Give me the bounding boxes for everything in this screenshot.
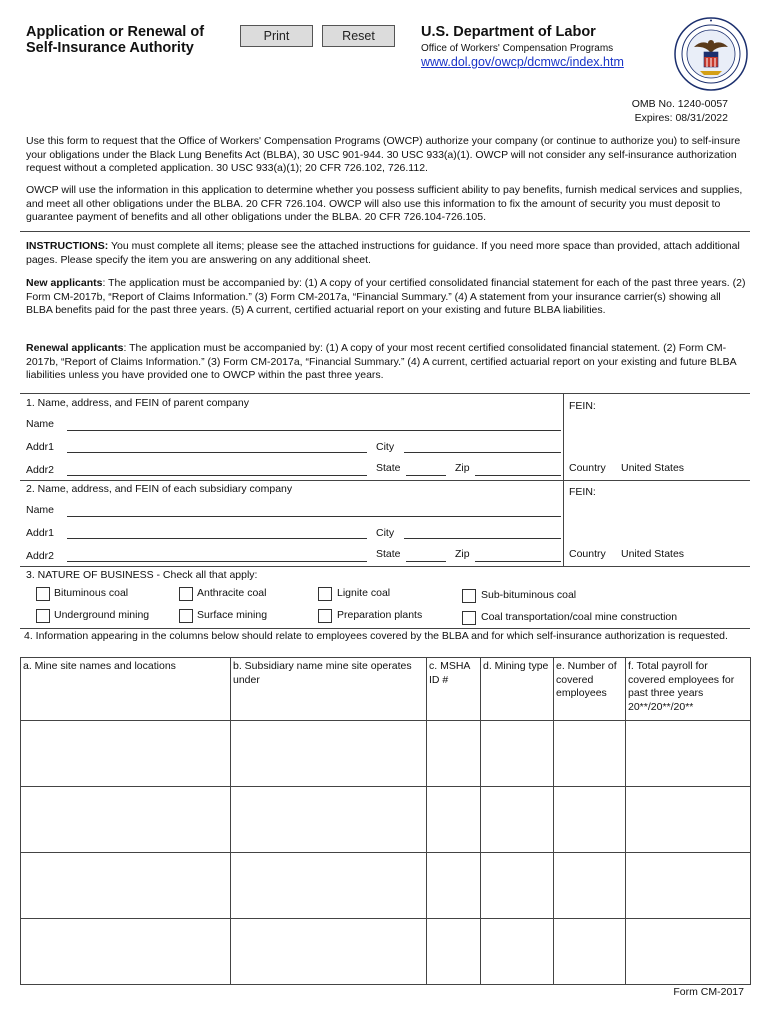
table-cell[interactable] xyxy=(231,853,427,919)
surface-mining-checkbox[interactable] xyxy=(179,609,193,623)
print-button[interactable]: Print xyxy=(240,25,313,47)
table-row xyxy=(21,853,751,919)
section1-heading: 1. Name, address, and FEIN of parent company xyxy=(26,397,249,409)
form-number: Form CM-2017 xyxy=(673,986,744,998)
section1-addr2-input[interactable] xyxy=(67,462,367,476)
section1-addr2-label: Addr2 xyxy=(26,464,55,476)
table-cell[interactable] xyxy=(554,853,626,919)
table-cell[interactable] xyxy=(231,787,427,853)
table-cell[interactable] xyxy=(21,919,231,985)
section1-city-label: City xyxy=(376,441,395,453)
new-applicants-text: : The application must be accompanied by: (1) A copy of your certified consolidated financial statement for each of the past three years. (2) Form CM-2017b, “Report of Claims Information.” (3) Form CM-2017a, “Financial Summary.” (4) A statement from your insurance carrier(s) showing all BLBA benefits paid for the past three years. (5) A current, certified actuarial report on your existing and future BLBA liabilities. xyxy=(26,277,746,317)
col-total-payroll: f. Total payroll for covered employees for past three years 20**/20**/20** xyxy=(626,658,751,721)
col-msha-id: c. MSHA ID # xyxy=(427,658,481,721)
renewal-applicants-paragraph xyxy=(26,342,746,383)
sub-bituminous-coal-checkbox[interactable] xyxy=(462,589,476,603)
section2-addr2-label: Addr2 xyxy=(26,550,55,562)
reset-button[interactable]: Reset xyxy=(322,25,395,47)
section1-state-input[interactable] xyxy=(406,462,446,476)
section4-top-border xyxy=(20,628,750,629)
section4-heading: 4. Information appearing in the columns below should relate to employees covered by the BLBA and for which self-insurance authorization is requested. xyxy=(24,630,728,642)
table-cell[interactable] xyxy=(626,919,751,985)
preparation-plants-checkbox[interactable] xyxy=(318,609,332,623)
divider xyxy=(20,231,750,232)
table-cell[interactable] xyxy=(427,919,481,985)
table-cell[interactable] xyxy=(554,787,626,853)
website-link[interactable]: www.dol.gov/owcp/dcmwc/index.htm xyxy=(421,55,624,69)
table-cell[interactable] xyxy=(481,787,554,853)
table-cell[interactable] xyxy=(481,919,554,985)
table-cell[interactable] xyxy=(626,787,751,853)
instructions-text: You must complete all items; please see the attached instructions for guidance. If you need more space than provided, attach additional pages. Please specify the item you are answering on any additional sheet. xyxy=(26,240,740,266)
lignite-coal-checkbox[interactable] xyxy=(318,587,332,601)
section1-country-value[interactable]: United States xyxy=(621,462,685,474)
section2-state-input[interactable] xyxy=(406,548,446,562)
section3-top-border xyxy=(20,566,750,567)
bituminous-coal-checkbox[interactable] xyxy=(36,587,50,601)
section2-city-label: City xyxy=(376,527,395,539)
instructions-paragraph xyxy=(26,240,746,267)
section1-fein-label: FEIN: xyxy=(569,400,596,412)
anthracite-coal-checkbox[interactable] xyxy=(179,587,193,601)
section2-addr1-label: Addr1 xyxy=(26,527,55,539)
table-cell[interactable] xyxy=(626,721,751,787)
intro-paragraph-2: OWCP will use the information in this application to determine whether you possess sufficient ability to pay benefits, furnish medical services and supplies, and meet all other obligations under the BLBA. 20 CFR 726.104. OWCP will also use this information to fix the amount of security you must deposit to guarantee payment of benefits and all other obligations under the BLBA. 20 CFR 726.104-726.105. xyxy=(26,184,743,224)
col-mine-site: a. Mine site names and locations xyxy=(21,658,231,721)
table-row xyxy=(21,919,751,985)
instructions-label: INSTRUCTIONS: xyxy=(26,240,109,252)
section1-fein-divider xyxy=(563,393,564,480)
table-cell[interactable] xyxy=(231,721,427,787)
section2-fein-divider xyxy=(563,480,564,567)
lignite-coal-label: Lignite coal xyxy=(337,587,391,599)
table-header-row xyxy=(21,658,751,721)
section1-city-input[interactable] xyxy=(404,439,561,453)
table-cell[interactable] xyxy=(626,853,751,919)
mine-site-table xyxy=(20,657,751,985)
table-cell[interactable] xyxy=(481,853,554,919)
underground-mining-label: Underground mining xyxy=(54,609,150,621)
preparation-plants-label: Preparation plants xyxy=(337,609,423,621)
bituminous-coal-label: Bituminous coal xyxy=(54,587,129,599)
section3-heading: 3. NATURE OF BUSINESS - Check all that apply: xyxy=(26,569,258,581)
section2-heading: 2. Name, address, and FEIN of each subsidiary company xyxy=(26,483,293,495)
section2-city-input[interactable] xyxy=(404,525,561,539)
section2-name-label: Name xyxy=(26,504,55,516)
form-title-line1: Application or Renewal of xyxy=(26,24,205,40)
coal-transportation-checkbox[interactable] xyxy=(462,611,476,625)
section2-zip-input[interactable] xyxy=(475,548,561,562)
table-cell[interactable] xyxy=(21,853,231,919)
table-cell[interactable] xyxy=(554,721,626,787)
omb-expires: Expires: 08/31/2022 xyxy=(634,112,728,124)
table-cell[interactable] xyxy=(427,787,481,853)
section1-country-label: Country xyxy=(569,462,606,474)
dol-seal-icon xyxy=(674,17,748,91)
department-name: U.S. Department of Labor xyxy=(421,24,596,40)
coal-transportation-label: Coal transportation/coal mine construction xyxy=(481,611,678,623)
new-applicants-label: New applicants xyxy=(26,277,103,289)
col-mining-type: d. Mining type xyxy=(481,658,554,721)
new-applicants-paragraph xyxy=(26,277,746,318)
section2-fein-label: FEIN: xyxy=(569,486,596,498)
surface-mining-label: Surface mining xyxy=(197,609,268,621)
table-cell[interactable] xyxy=(427,853,481,919)
sub-bituminous-coal-label: Sub-bituminous coal xyxy=(481,589,577,601)
office-name: Office of Workers' Compensation Programs xyxy=(421,43,614,54)
omb-block xyxy=(632,97,728,125)
table-cell[interactable] xyxy=(231,919,427,985)
section1-name-label: Name xyxy=(26,418,55,430)
table-row xyxy=(21,721,751,787)
table-cell[interactable] xyxy=(554,919,626,985)
intro-paragraph-1: Use this form to request that the Office of Workers' Compensation Programs (OWCP) authorize your company (or continue to authorize you) to self-insure your obligations under the Black Lung Benefits Act (BLBA), 30 USC 901-944. 30 USC 933(a)(1). OWCP will not consider any self-insurance authorization request without a completed application. 30 USC 933(a)(1); 20 CFR 726.102, 726.112. xyxy=(26,135,741,175)
section2-top-border xyxy=(20,480,750,481)
renewal-applicants-label: Renewal applicants xyxy=(26,342,124,354)
section1-top-border xyxy=(20,393,750,394)
section1-name-input[interactable] xyxy=(67,417,561,431)
section2-name-input[interactable] xyxy=(67,503,561,517)
form-title-line2: Self-Insurance Authority xyxy=(26,40,194,56)
section2-state-label: State xyxy=(376,548,401,560)
form-title xyxy=(26,24,246,56)
section2-addr2-input[interactable] xyxy=(67,548,367,562)
underground-mining-checkbox[interactable] xyxy=(36,609,50,623)
col-subsidiary-name: b. Subsidiary name mine site operates under xyxy=(231,658,427,721)
section2-country-value[interactable]: United States xyxy=(621,548,685,560)
table-cell[interactable] xyxy=(427,721,481,787)
section1-zip-label: Zip xyxy=(455,462,470,474)
section1-addr1-label: Addr1 xyxy=(26,441,55,453)
table-cell[interactable] xyxy=(21,787,231,853)
renewal-applicants-text: : The application must be accompanied by: (1) A copy of your most recent certified consolidated financial statement. (2) Form CM-2017b, “Report of Claims Information.” (3) Form CM-2017a, “Financial Summary.” (4) A current, certified actuarial report on your existing and future BLBA liabilities unless you have provided one to OWCP within the past three years. xyxy=(26,342,737,382)
table-cell[interactable] xyxy=(21,721,231,787)
section1-zip-input[interactable] xyxy=(475,462,561,476)
omb-number: OMB No. 1240-0057 xyxy=(631,98,728,110)
table-cell[interactable] xyxy=(481,721,554,787)
table-row xyxy=(21,787,751,853)
col-covered-employees: e. Number of covered employees xyxy=(554,658,626,721)
section1-state-label: State xyxy=(376,462,401,474)
section1-addr1-input[interactable] xyxy=(67,439,367,453)
section2-country-label: Country xyxy=(569,548,606,560)
section2-zip-label: Zip xyxy=(455,548,470,560)
section2-addr1-input[interactable] xyxy=(67,525,367,539)
anthracite-coal-label: Anthracite coal xyxy=(197,587,267,599)
